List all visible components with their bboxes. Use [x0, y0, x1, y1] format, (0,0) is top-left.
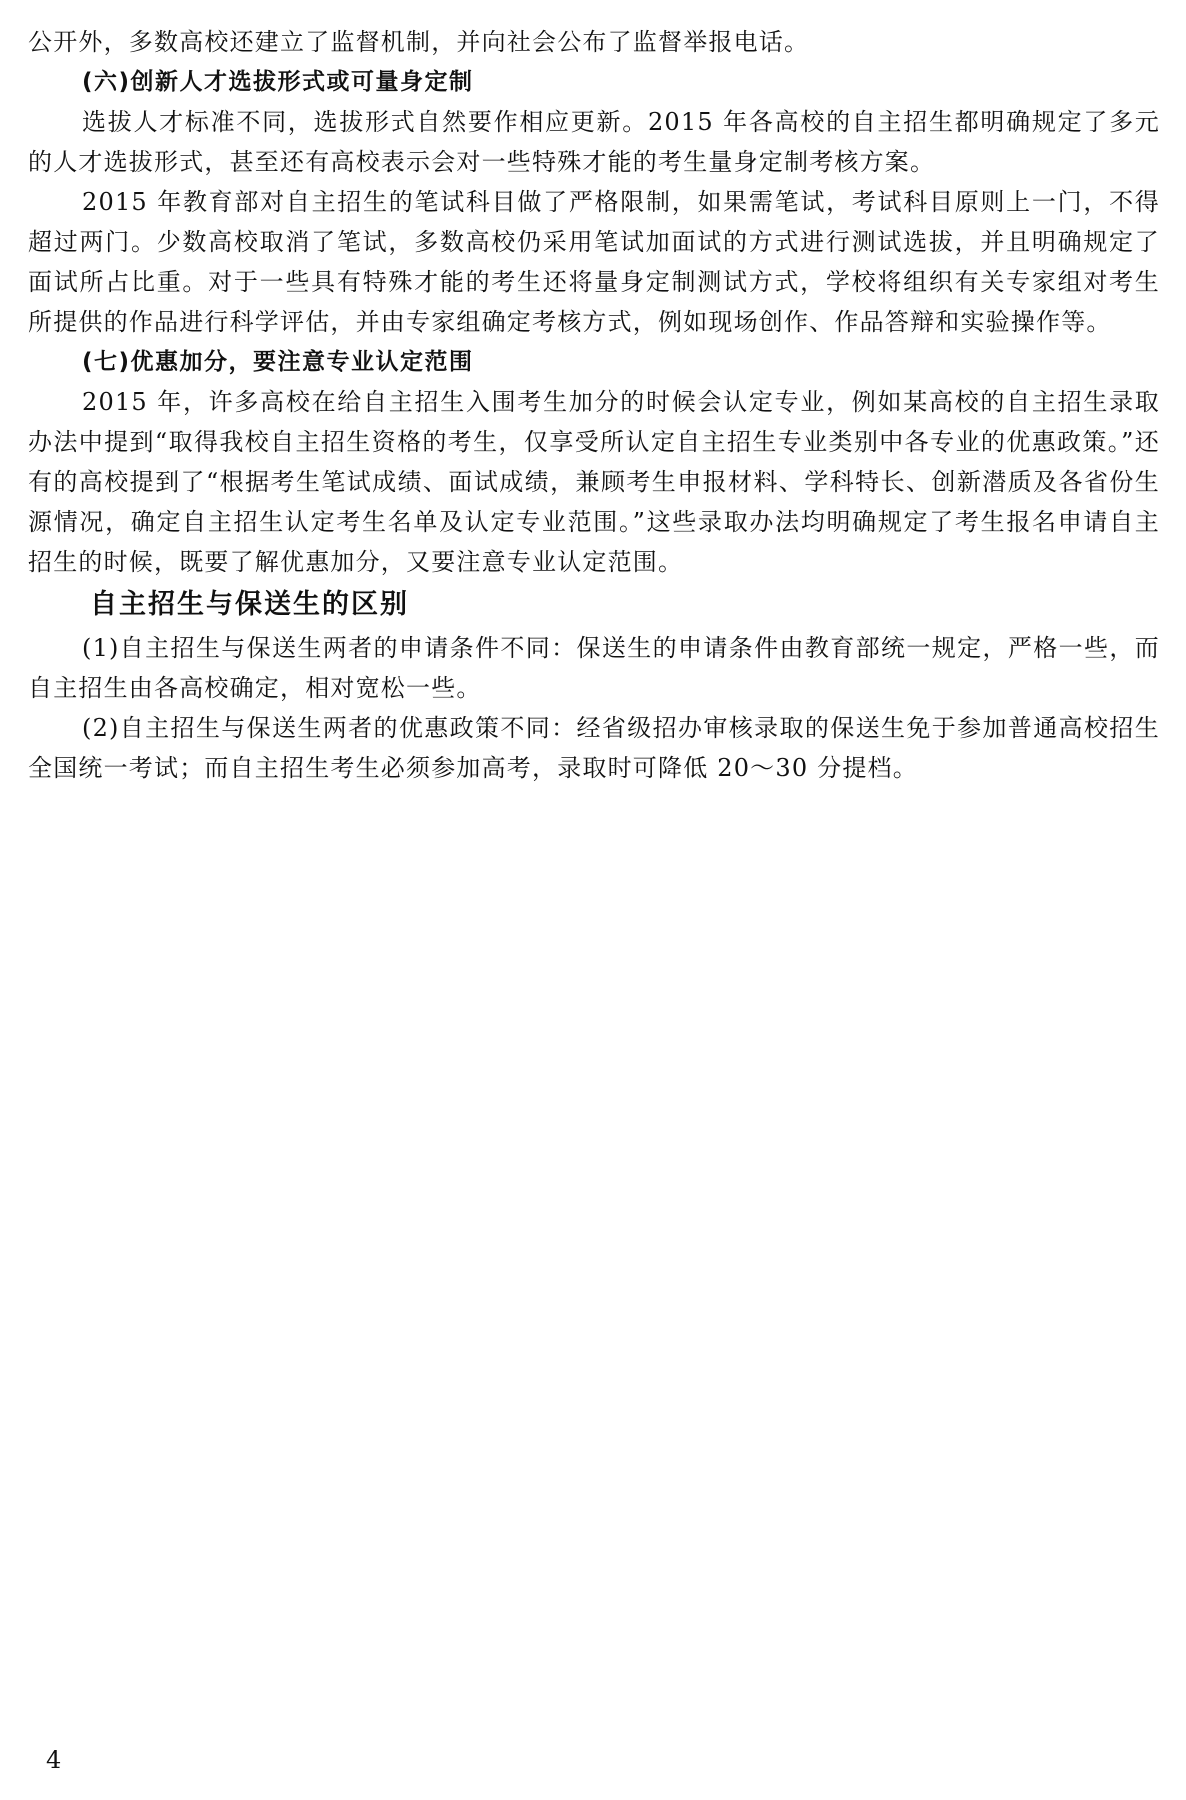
page-number: 4	[46, 1746, 62, 1774]
subheading-seven: (七)优惠加分，要注意专业认定范围	[82, 349, 474, 375]
paragraph-point-two: (2)自主招生与保送生两者的优惠政策不同：经省级招办审核录取的保送生免于参加普通高校招生全国统一考试；而自主招生考生必须参加高考，录取时可降低 20～30 分提档。	[28, 714, 1160, 782]
subheading-six: (六)创新人才选拔形式或可量身定制	[82, 69, 474, 95]
paragraph-selection-standards: 选拔人才标准不同，选拔形式自然要作相应更新。2015 年各高校的自主招生都明确规定了多元的人才选拔形式，甚至还有高校表示会对一些特殊才能的考生量身定制考核方案。	[28, 108, 1160, 176]
paragraph-bonus-points: 2015 年，许多高校在给自主招生入围考生加分的时候会认定专业，例如某高校的自主招生录取办法中提到“取得我校自主招生资格的考生，仅享受所认定自主招生专业类别中各专业的优惠政策。”还有的高校提到了“根据考生笔试成绩、面试成绩，兼顾考生申报材料、学科特长、创新潜质及各省份生源情况，确定自主招生认定考生名单及认定专业范围。”这些录取办法均明确规定了考生报名申请自主招生的时候，既要了解优惠加分，又要注意专业认定范围。	[28, 388, 1160, 576]
paragraph-written-exam-limits: 2015 年教育部对自主招生的笔试科目做了严格限制，如果需笔试，考试科目原则上一门，不得超过两门。少数高校取消了笔试，多数高校仍采用笔试加面试的方式进行测试选拔，并且明确规定了面试所占比重。对于一些具有特殊才能的考生还将量身定制测试方式，学校将组织有关专家组对考生所提供的作品进行科学评估，并由专家组确定考核方式，例如现场创作、作品答辩和实验操作等。	[28, 188, 1160, 336]
paragraph-continuation: 公开外，多数高校还建立了监督机制，并向社会公布了监督举报电话。	[28, 28, 810, 56]
section-title: 自主招生与保送生的区别	[90, 589, 409, 620]
document-body	[28, 22, 1160, 788]
paragraph-point-one: (1)自主招生与保送生两者的申请条件不同：保送生的申请条件由教育部统一规定，严格一些，而自主招生由各高校确定，相对宽松一些。	[28, 634, 1160, 702]
